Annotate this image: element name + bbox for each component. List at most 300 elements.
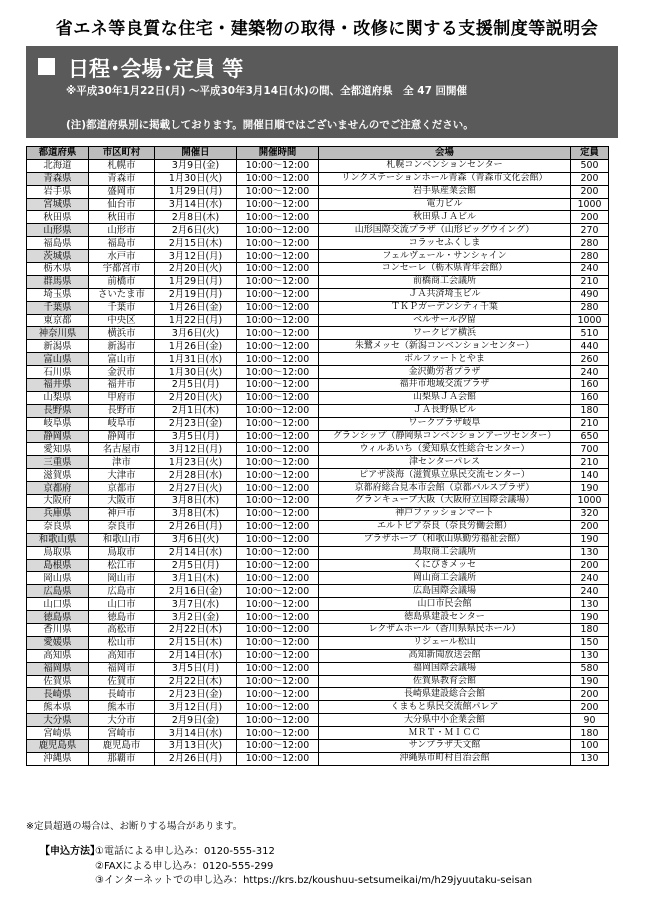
- date-cell: 3月14日(水): [155, 198, 237, 211]
- date-cell: 1月29日(月): [155, 275, 237, 288]
- time-cell: 10:00～12:00: [237, 443, 319, 456]
- capacity-cell: 180: [571, 623, 609, 636]
- event-period: ※平成30年1月22日(月) ～平成30年3月14日(水)の間、全都道府県 全 47 回開催: [66, 85, 468, 97]
- city-cell: 富山市: [89, 353, 155, 366]
- time-cell: 10:00～12:00: [237, 211, 319, 224]
- time-cell: 10:00～12:00: [237, 636, 319, 649]
- table-row: [27, 443, 609, 456]
- table-row: [27, 714, 609, 727]
- date-cell: 2月22日(木): [155, 675, 237, 688]
- prefecture-cell: 滋賀県: [27, 469, 89, 482]
- time-cell: 10:00～12:00: [237, 185, 319, 198]
- table-row: [27, 533, 609, 546]
- venue-cell: 神戸ファッションマート: [319, 507, 571, 520]
- venue-cell: ピアザ淡海（滋賀県立県民交流センター）: [319, 469, 571, 482]
- city-cell: 札幌市: [89, 159, 155, 172]
- capacity-cell: 210: [571, 417, 609, 430]
- venue-cell: ＪＡ長野県ビル: [319, 404, 571, 417]
- time-cell: 10:00～12:00: [237, 507, 319, 520]
- capacity-cell: 160: [571, 379, 609, 392]
- date-cell: 3月14日(水): [155, 727, 237, 740]
- capacity-cell: 190: [571, 533, 609, 546]
- capacity-cell: 320: [571, 507, 609, 520]
- time-cell: 10:00～12:00: [237, 482, 319, 495]
- time-cell: 10:00～12:00: [237, 224, 319, 237]
- table-row: [27, 404, 609, 417]
- table-row: [27, 224, 609, 237]
- capacity-cell: 260: [571, 353, 609, 366]
- header-time: 開催時間: [237, 147, 319, 160]
- capacity-cell: 1000: [571, 314, 609, 327]
- prefecture-cell: 三重県: [27, 456, 89, 469]
- table-row: [27, 391, 609, 404]
- prefecture-cell: 茨城県: [27, 250, 89, 263]
- square-bullet-icon: [38, 58, 55, 75]
- city-cell: 盛岡市: [89, 185, 155, 198]
- prefecture-cell: 北海道: [27, 159, 89, 172]
- capacity-cell: 130: [571, 649, 609, 662]
- city-cell: 鹿児島市: [89, 739, 155, 752]
- date-cell: 2月9日(金): [155, 714, 237, 727]
- date-cell: 3月12日(月): [155, 701, 237, 714]
- city-cell: 長崎市: [89, 688, 155, 701]
- table-row: [27, 430, 609, 443]
- city-cell: 熊本市: [89, 701, 155, 714]
- header-date: 開催日: [155, 147, 237, 160]
- city-cell: 仙台市: [89, 198, 155, 211]
- prefecture-cell: 埼玉県: [27, 288, 89, 301]
- schedule-table: [26, 146, 609, 766]
- venue-cell: 朱鷺メッセ（新潟コンベンションセンター）: [319, 340, 571, 353]
- date-cell: 1月30日(火): [155, 366, 237, 379]
- capacity-cell: 200: [571, 211, 609, 224]
- capacity-cell: 210: [571, 275, 609, 288]
- prefecture-cell: 岡山県: [27, 572, 89, 585]
- schedule-banner: [26, 46, 618, 138]
- time-cell: 10:00～12:00: [237, 533, 319, 546]
- venue-cell: 岡山商工会議所: [319, 572, 571, 585]
- time-cell: 10:00～12:00: [237, 379, 319, 392]
- time-cell: 10:00～12:00: [237, 327, 319, 340]
- city-cell: 奈良市: [89, 520, 155, 533]
- city-cell: 静岡市: [89, 430, 155, 443]
- city-cell: 那覇市: [89, 752, 155, 765]
- prefecture-cell: 千葉県: [27, 301, 89, 314]
- prefecture-cell: 岐阜県: [27, 417, 89, 430]
- capacity-cell: 200: [571, 559, 609, 572]
- venue-cell: グランシップ（静岡県コンベンションアーツセンター）: [319, 430, 571, 443]
- time-cell: 10:00～12:00: [237, 417, 319, 430]
- date-cell: 3月12日(月): [155, 443, 237, 456]
- venue-cell: 前橋商工会議所: [319, 275, 571, 288]
- prefecture-cell: 佐賀県: [27, 675, 89, 688]
- table-row: [27, 688, 609, 701]
- city-cell: 水戸市: [89, 250, 155, 263]
- prefecture-cell: 香川県: [27, 623, 89, 636]
- table-row: [27, 250, 609, 263]
- time-cell: 10:00～12:00: [237, 250, 319, 263]
- venue-cell: 広島国際会議場: [319, 585, 571, 598]
- city-cell: 山形市: [89, 224, 155, 237]
- prefecture-cell: 大分県: [27, 714, 89, 727]
- capacity-cell: 90: [571, 714, 609, 727]
- table-row: [27, 507, 609, 520]
- table-row: [27, 237, 609, 250]
- date-cell: 2月15日(木): [155, 636, 237, 649]
- capacity-cell: 280: [571, 237, 609, 250]
- time-cell: 10:00～12:00: [237, 469, 319, 482]
- capacity-cell: 130: [571, 546, 609, 559]
- header-venue: 会場: [319, 147, 571, 160]
- table-row: [27, 482, 609, 495]
- time-cell: 10:00～12:00: [237, 495, 319, 508]
- city-cell: 徳島市: [89, 611, 155, 624]
- date-cell: 1月31日(水): [155, 353, 237, 366]
- city-cell: 大阪市: [89, 495, 155, 508]
- prefecture-cell: 神奈川県: [27, 327, 89, 340]
- table-row: [27, 185, 609, 198]
- prefecture-cell: 大阪府: [27, 495, 89, 508]
- prefecture-cell: 福島県: [27, 237, 89, 250]
- time-cell: 10:00～12:00: [237, 314, 319, 327]
- time-cell: 10:00～12:00: [237, 598, 319, 611]
- date-cell: 3月2日(金): [155, 611, 237, 624]
- capacity-cell: 190: [571, 482, 609, 495]
- capacity-cell: 180: [571, 404, 609, 417]
- date-cell: 1月30日(火): [155, 172, 237, 185]
- date-cell: 2月5日(月): [155, 559, 237, 572]
- time-cell: 10:00～12:00: [237, 688, 319, 701]
- date-cell: 3月7日(水): [155, 598, 237, 611]
- venue-cell: ボルファートとやま: [319, 353, 571, 366]
- date-cell: 2月20日(火): [155, 391, 237, 404]
- capacity-cell: 580: [571, 662, 609, 675]
- capacity-cell: 190: [571, 611, 609, 624]
- venue-cell: エルトピア奈良（奈良労働会館）: [319, 520, 571, 533]
- prefecture-cell: 山形県: [27, 224, 89, 237]
- table-row: [27, 662, 609, 675]
- capacity-cell: 440: [571, 340, 609, 353]
- venue-cell: グランキューブ大阪（大阪府立国際会議場）: [319, 495, 571, 508]
- city-cell: 長野市: [89, 404, 155, 417]
- prefecture-cell: 長野県: [27, 404, 89, 417]
- date-cell: 3月8日(木): [155, 495, 237, 508]
- table-row: [27, 301, 609, 314]
- date-cell: 2月15日(木): [155, 237, 237, 250]
- capacity-cell: 160: [571, 391, 609, 404]
- date-cell: 1月29日(月): [155, 185, 237, 198]
- date-cell: 2月16日(金): [155, 585, 237, 598]
- prefecture-cell: 和歌山県: [27, 533, 89, 546]
- city-cell: 宮崎市: [89, 727, 155, 740]
- capacity-cell: 190: [571, 675, 609, 688]
- city-cell: 山口市: [89, 598, 155, 611]
- prefecture-cell: 奈良県: [27, 520, 89, 533]
- prefecture-cell: 島根県: [27, 559, 89, 572]
- time-cell: 10:00～12:00: [237, 456, 319, 469]
- capacity-cell: 200: [571, 520, 609, 533]
- date-cell: 3月8日(木): [155, 507, 237, 520]
- prefecture-cell: 静岡県: [27, 430, 89, 443]
- venue-cell: 札幌コンベンションセンター: [319, 159, 571, 172]
- capacity-cell: 200: [571, 701, 609, 714]
- table-row: [27, 495, 609, 508]
- prefecture-cell: 徳島県: [27, 611, 89, 624]
- time-cell: 10:00～12:00: [237, 675, 319, 688]
- table-row: [27, 159, 609, 172]
- city-cell: 岐阜市: [89, 417, 155, 430]
- venue-cell: 長崎県建設総合会館: [319, 688, 571, 701]
- venue-cell: 電力ビル: [319, 198, 571, 211]
- venue-cell: ウィルあいち（愛知県女性総合センター）: [319, 443, 571, 456]
- prefecture-cell: 京都府: [27, 482, 89, 495]
- city-cell: 松山市: [89, 636, 155, 649]
- date-cell: 2月23日(金): [155, 688, 237, 701]
- table-row: [27, 585, 609, 598]
- venue-cell: 高知新聞放送会館: [319, 649, 571, 662]
- venue-cell: 岩手県産業会館: [319, 185, 571, 198]
- time-cell: 10:00～12:00: [237, 701, 319, 714]
- venue-cell: くまもと県民交流館パレア: [319, 701, 571, 714]
- table-row: [27, 198, 609, 211]
- date-cell: 2月1日(木): [155, 404, 237, 417]
- prefecture-cell: 秋田県: [27, 211, 89, 224]
- prefecture-cell: 東京都: [27, 314, 89, 327]
- venue-cell: ワークピア横浜: [319, 327, 571, 340]
- capacity-cell: 200: [571, 185, 609, 198]
- table-row: [27, 701, 609, 714]
- venue-cell: 金沢勤労者プラザ: [319, 366, 571, 379]
- table-row: [27, 572, 609, 585]
- city-cell: 佐賀市: [89, 675, 155, 688]
- venue-cell: 福井市地域交流プラザ: [319, 379, 571, 392]
- table-row: [27, 752, 609, 765]
- date-cell: 2月8日(木): [155, 211, 237, 224]
- capacity-cell: 490: [571, 288, 609, 301]
- time-cell: 10:00～12:00: [237, 404, 319, 417]
- time-cell: 10:00～12:00: [237, 546, 319, 559]
- prefecture-cell: 福井県: [27, 379, 89, 392]
- table-row: [27, 598, 609, 611]
- table-row: [27, 636, 609, 649]
- table-row: [27, 353, 609, 366]
- capacity-cell: 280: [571, 250, 609, 263]
- table-row: [27, 520, 609, 533]
- capacity-cell: 240: [571, 585, 609, 598]
- city-cell: 中央区: [89, 314, 155, 327]
- prefecture-cell: 広島県: [27, 585, 89, 598]
- city-cell: 岡山市: [89, 572, 155, 585]
- date-cell: 2月19日(月): [155, 288, 237, 301]
- time-cell: 10:00～12:00: [237, 430, 319, 443]
- capacity-cell: 1000: [571, 198, 609, 211]
- time-cell: 10:00～12:00: [237, 662, 319, 675]
- venue-cell: 山口市民会館: [319, 598, 571, 611]
- time-cell: 10:00～12:00: [237, 353, 319, 366]
- venue-cell: 津センターパレス: [319, 456, 571, 469]
- date-cell: 3月12日(月): [155, 250, 237, 263]
- capacity-cell: 210: [571, 456, 609, 469]
- city-cell: 金沢市: [89, 366, 155, 379]
- time-cell: 10:00～12:00: [237, 739, 319, 752]
- prefecture-cell: 宮崎県: [27, 727, 89, 740]
- city-cell: 甲府市: [89, 391, 155, 404]
- capacity-cell: 200: [571, 688, 609, 701]
- table-row: [27, 379, 609, 392]
- table-row: [27, 275, 609, 288]
- date-cell: 2月28日(水): [155, 469, 237, 482]
- venue-cell: 山形国際交流プラザ（山形ビッグウイング）: [319, 224, 571, 237]
- capacity-cell: 240: [571, 366, 609, 379]
- venue-cell: 山梨県ＪＡ会館: [319, 391, 571, 404]
- city-cell: 福井市: [89, 379, 155, 392]
- capacity-cell: 1000: [571, 495, 609, 508]
- date-cell: 2月26日(月): [155, 520, 237, 533]
- prefecture-cell: 愛媛県: [27, 636, 89, 649]
- prefecture-cell: 山梨県: [27, 391, 89, 404]
- capacity-cell: 150: [571, 636, 609, 649]
- section-heading: 日程･会場･定員 等: [68, 57, 244, 81]
- city-cell: 千葉市: [89, 301, 155, 314]
- date-cell: 3月5日(月): [155, 662, 237, 675]
- table-body: [27, 159, 609, 765]
- time-cell: 10:00～12:00: [237, 159, 319, 172]
- date-cell: 3月5日(月): [155, 430, 237, 443]
- capacity-cell: 270: [571, 224, 609, 237]
- capacity-cell: 650: [571, 430, 609, 443]
- prefecture-cell: 沖縄県: [27, 752, 89, 765]
- venue-cell: フェルヴェール・サンシャイン: [319, 250, 571, 263]
- time-cell: 10:00～12:00: [237, 301, 319, 314]
- internet-method: ③インターネットでの申し込み：https://krs.bz/koushuu-setsumeikai/m/h29jyuutaku-seisan: [95, 875, 533, 886]
- prefecture-cell: 鳥取県: [27, 546, 89, 559]
- prefecture-cell: 岩手県: [27, 185, 89, 198]
- venue-cell: 大分県中小企業会館: [319, 714, 571, 727]
- city-cell: 広島市: [89, 585, 155, 598]
- table-row: [27, 172, 609, 185]
- venue-cell: 秋田県ＪＡビル: [319, 211, 571, 224]
- venue-cell: 沖縄県市町村自治会館: [319, 752, 571, 765]
- phone-method: ①電話による申し込み：0120-555-312: [95, 846, 275, 857]
- table-row: [27, 469, 609, 482]
- header-city: 市区町村: [89, 147, 155, 160]
- fax-method: ②FAXによる申し込み：0120-555-299: [95, 860, 274, 872]
- table-row: [27, 417, 609, 430]
- time-cell: 10:00～12:00: [237, 559, 319, 572]
- date-cell: 3月6日(火): [155, 327, 237, 340]
- date-cell: 1月26日(金): [155, 301, 237, 314]
- time-cell: 10:00～12:00: [237, 366, 319, 379]
- prefecture-cell: 富山県: [27, 353, 89, 366]
- date-cell: 2月14日(水): [155, 649, 237, 662]
- city-cell: 和歌山市: [89, 533, 155, 546]
- city-cell: 神戸市: [89, 507, 155, 520]
- venue-cell: コラッセふくしま: [319, 237, 571, 250]
- capacity-cell: 140: [571, 469, 609, 482]
- time-cell: 10:00～12:00: [237, 572, 319, 585]
- venue-cell: ベルサール汐留: [319, 314, 571, 327]
- time-cell: 10:00～12:00: [237, 714, 319, 727]
- time-cell: 10:00～12:00: [237, 649, 319, 662]
- city-cell: 京都市: [89, 482, 155, 495]
- time-cell: 10:00～12:00: [237, 275, 319, 288]
- table-row: [27, 739, 609, 752]
- city-cell: 福岡市: [89, 662, 155, 675]
- prefecture-cell: 兵庫県: [27, 507, 89, 520]
- table-row: [27, 623, 609, 636]
- table-row: [27, 649, 609, 662]
- date-cell: 3月13日(火): [155, 739, 237, 752]
- table-row: [27, 559, 609, 572]
- table-row: [27, 456, 609, 469]
- date-cell: 2月5日(月): [155, 379, 237, 392]
- venue-cell: 鳥取商工会議所: [319, 546, 571, 559]
- venue-cell: 徳島県建設センター: [319, 611, 571, 624]
- venue-cell: くにびきメッセ: [319, 559, 571, 572]
- venue-cell: レクザムホール（香川県県民ホール）: [319, 623, 571, 636]
- header-capacity: 定員: [571, 147, 609, 160]
- time-cell: 10:00～12:00: [237, 340, 319, 353]
- prefecture-cell: 石川県: [27, 366, 89, 379]
- venue-cell: 福岡国際会議場: [319, 662, 571, 675]
- venue-cell: ワークプラザ岐阜: [319, 417, 571, 430]
- prefecture-cell: 高知県: [27, 649, 89, 662]
- venue-cell: サンプラザ天文館: [319, 739, 571, 752]
- prefecture-cell: 熊本県: [27, 701, 89, 714]
- capacity-cell: 510: [571, 327, 609, 340]
- venue-cell: コンセーレ（栃木県青年会館）: [319, 263, 571, 276]
- time-cell: 10:00～12:00: [237, 172, 319, 185]
- date-cell: 1月26日(金): [155, 340, 237, 353]
- time-cell: 10:00～12:00: [237, 288, 319, 301]
- time-cell: 10:00～12:00: [237, 263, 319, 276]
- capacity-cell: 700: [571, 443, 609, 456]
- city-cell: 青森市: [89, 172, 155, 185]
- capacity-cell: 500: [571, 159, 609, 172]
- city-cell: 新潟市: [89, 340, 155, 353]
- prefecture-cell: 山口県: [27, 598, 89, 611]
- date-cell: 3月9日(金): [155, 159, 237, 172]
- time-cell: 10:00～12:00: [237, 752, 319, 765]
- date-cell: 2月20日(火): [155, 263, 237, 276]
- date-cell: 3月1日(木): [155, 572, 237, 585]
- date-cell: 2月26日(月): [155, 752, 237, 765]
- prefecture-cell: 愛知県: [27, 443, 89, 456]
- time-cell: 10:00～12:00: [237, 611, 319, 624]
- prefecture-cell: 長崎県: [27, 688, 89, 701]
- capacity-cell: 240: [571, 572, 609, 585]
- prefecture-cell: 新潟県: [27, 340, 89, 353]
- city-cell: さいたま市: [89, 288, 155, 301]
- venue-cell: プラザホープ（和歌山県勤労福祉会館）: [319, 533, 571, 546]
- city-cell: 大津市: [89, 469, 155, 482]
- table-row: [27, 675, 609, 688]
- time-cell: 10:00～12:00: [237, 520, 319, 533]
- venue-cell: リジェール松山: [319, 636, 571, 649]
- prefecture-cell: 福岡県: [27, 662, 89, 675]
- header-prefecture: 都道府県: [27, 147, 89, 160]
- date-cell: 3月6日(火): [155, 533, 237, 546]
- city-cell: 鳥取市: [89, 546, 155, 559]
- capacity-cell: 180: [571, 727, 609, 740]
- city-cell: 大分市: [89, 714, 155, 727]
- city-cell: 津市: [89, 456, 155, 469]
- capacity-cell: 100: [571, 739, 609, 752]
- prefecture-cell: 鹿児島県: [27, 739, 89, 752]
- prefecture-cell: 群馬県: [27, 275, 89, 288]
- prefecture-cell: 栃木県: [27, 263, 89, 276]
- city-cell: 福島市: [89, 237, 155, 250]
